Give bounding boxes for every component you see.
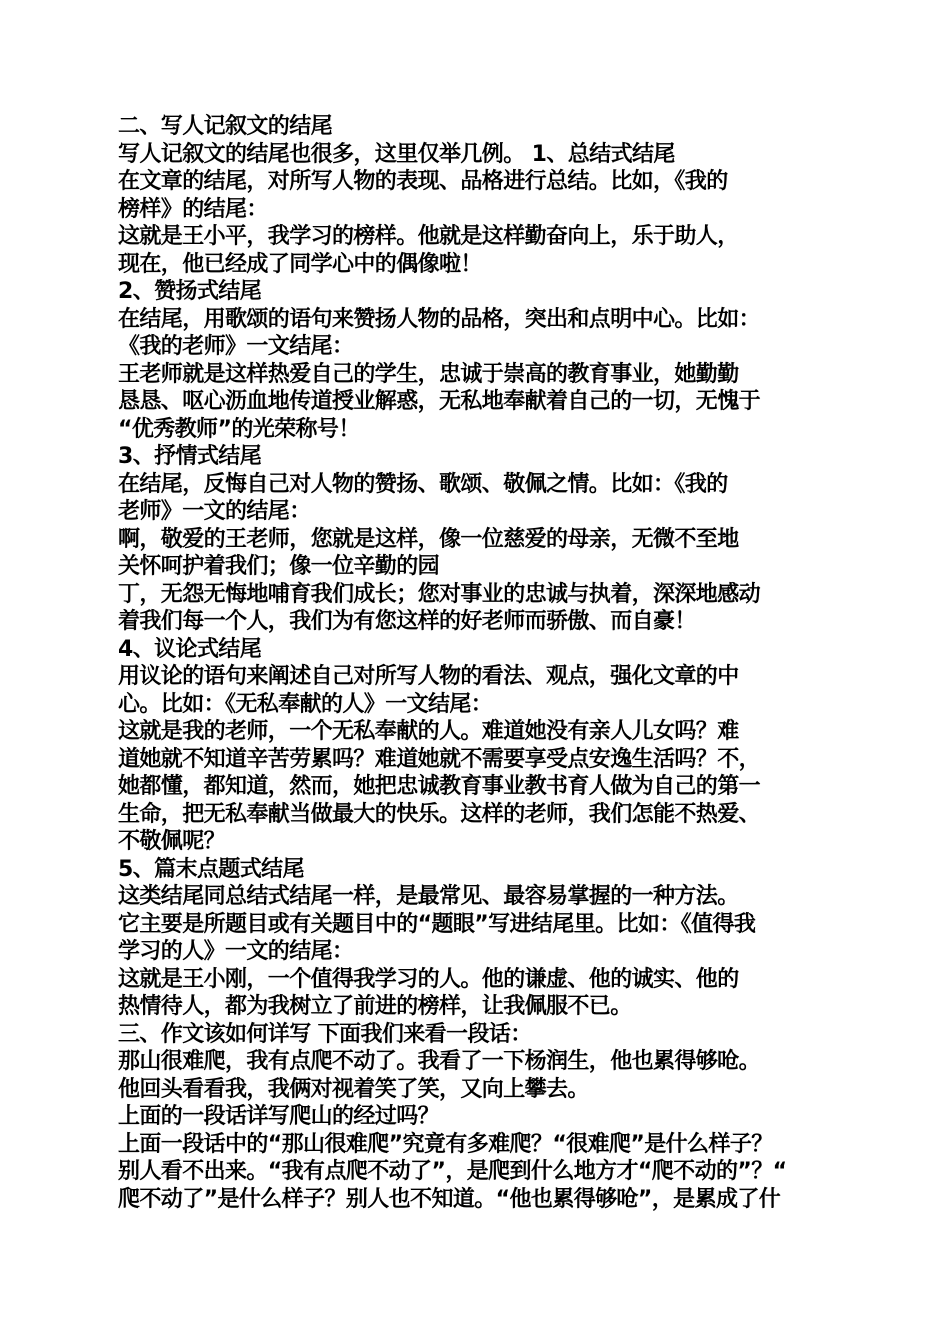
text-line: 他回头看看我，我俩对视着笑了笑，又向上攀去。 — [118, 1076, 589, 1102]
section-heading: 二、写人记叙文的结尾 — [118, 114, 333, 139]
text-line: 这就是我的老师，一个无私奉献的人。难道她没有亲人儿女吗？难 — [118, 719, 739, 744]
text-line: 生命，把无私奉献当做最大的快乐。这样的老师，我们怎能不热爱、 — [118, 801, 761, 827]
text-line: 啊，敬爱的王老师，您就是这样，像一位慈爱的母亲，无微不至地 — [118, 526, 739, 552]
document-page — [118, 113, 840, 1213]
text-line: 学习的人》一文的结尾： — [118, 939, 354, 964]
subsection-heading: 5、篇末点题式结尾 — [118, 856, 304, 882]
text-line: 恳恳、呕心沥血地传道授业解惑，无私地奉献着自己的一切，无愧于 — [118, 389, 761, 414]
text-line: 老师》一文的结尾： — [118, 499, 311, 524]
text-line: 道她就不知道辛苦劳累吗？难道她就不需要享受点安逸生活吗？不， — [118, 746, 761, 772]
text-line: 王老师就是这样热爱自己的学生，忠诚于崇高的教育事业，她勤勤 — [118, 361, 739, 387]
text-line: 爬不动了”是什么样子？别人也不知道。“他也累得够呛”，是累成了什 — [118, 1186, 781, 1212]
text-line: 在文章的结尾，对所写人物的表现、品格进行总结。比如，《我的 — [118, 169, 728, 194]
text-line: “优秀教师”的光荣称号！ — [118, 416, 360, 442]
text-line: 上面的一段话详写爬山的经过吗？ — [118, 1104, 440, 1129]
text-line: 榜样》的结尾： — [118, 196, 268, 222]
text-line: 在结尾，反悔自己对人物的赞扬、歌颂、敬佩之情。比如：《我的 — [118, 471, 728, 497]
text-line: 它主要是所题目或有关题目中的“题眼”写进结尾里。比如：《值得我 — [118, 911, 756, 937]
subsection-heading: 4、议论式结尾 — [118, 636, 262, 662]
text-line: 这就是王小刚，一个值得我学习的人。他的谦虚、他的诚实、他的 — [118, 966, 739, 992]
subsection-heading: 3、抒情式结尾 — [118, 444, 262, 469]
text-line: 她都懂，都知道，然而，她把忠诚教育事业教书育人做为自己的第一 — [118, 774, 761, 799]
text-line: 关怀呵护着我们；像一位辛勤的园 — [118, 554, 440, 579]
text-line: 丁，无怨无悔地哺育我们成长；您对事业的忠诚与执着，深深地感动 — [118, 581, 761, 607]
text-line: 写人记叙文的结尾也很多，这里仅举几例。 1、总结式结尾 — [118, 141, 675, 167]
text-line: 这类结尾同总结式结尾一样，是最常见、最容易掌握的一种方法。 — [118, 884, 739, 909]
text-line: 不敬佩呢？ — [118, 829, 226, 854]
text-line: 着我们每一个人，我们为有您这样的好老师而骄傲、而自豪！ — [118, 609, 696, 634]
text-line: 用议论的语句来阐述自己对所写人物的看法、观点，强化文章的中 — [118, 664, 739, 689]
subsection-heading: 2、赞扬式结尾 — [118, 279, 262, 304]
text-line: 别人看不出来。“我有点爬不动了”，是爬到什么地方才“爬不动的”？“ — [118, 1159, 787, 1184]
text-line: 《我的老师》一文结尾： — [118, 334, 354, 359]
text-line: 在结尾，用歌颂的语句来赞扬人物的品格，突出和点明中心。比如： — [118, 306, 761, 332]
text-line: 热情待人，都为我树立了前进的榜样，让我佩服不已。 — [118, 994, 632, 1019]
section-heading: 三、作文该如何详写 下面我们来看一段话： — [118, 1021, 532, 1047]
text-line: 现在，他已经成了同学心中的偶像啦！ — [118, 251, 482, 277]
text-line: 那山很难爬，我有点爬不动了。我看了一下杨润生，他也累得够呛。 — [118, 1049, 761, 1074]
text-line: 这就是王小平，我学习的榜样。他就是这样勤奋向上，乐于助人， — [118, 224, 739, 249]
text-line: 上面一段话中的“那山很难爬”究竟有多难爬？“很难爬”是什么样子？ — [118, 1131, 773, 1157]
text-line: 心。比如：《无私奉献的人》一文结尾： — [118, 691, 493, 717]
